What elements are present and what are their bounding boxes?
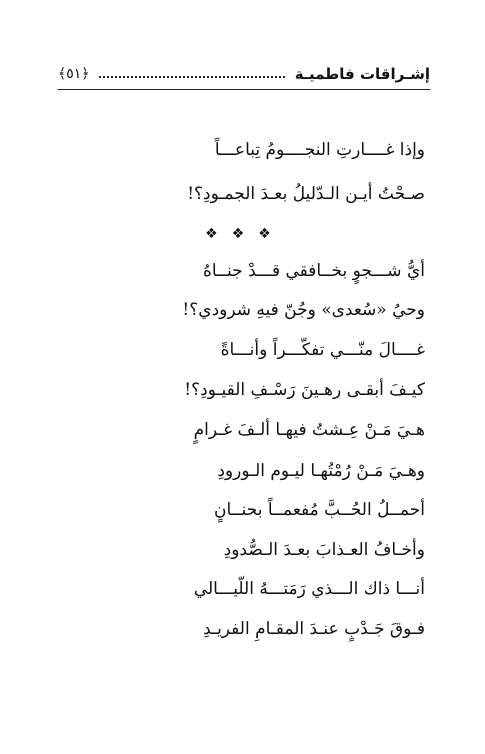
verse-line-12: فـوقَ جَـدْبٍ عنـدَ المقـامِ الفريـدِ [203,619,425,639]
verse-line-2: صـحْتُ أيـن الـدّليلُ بعـدَ الجمـودِ؟! [187,184,425,204]
verse-line-6: كيـفَ أبقـى رهـينَ رَسْـفِ القيـودِ؟! [184,380,425,400]
running-header [58,60,430,88]
verse-line-3: أيُّ شـــجوٍ بخــافقي قـــدْ جنــاهُ [202,261,425,281]
page-number: ﴿٥١﴾ [58,66,90,82]
verse-line-10: وأخـافُ العـذابَ بعـدَ الـصُّدودِ [223,540,425,560]
book-title: إشـراقات فاطميـة [294,65,430,83]
verse-line-1: وإذا غــــارتِ النجــــومُ تِباعـــاً [214,140,425,160]
verse-line-5: غــــالَ منّـــي تفكّـــراً وأنـــاةً [220,340,425,360]
verse-line-11: أنـــا ذاك الـــذي رَمَتـــهُ اللّيـــالي [193,579,425,599]
header-rule [58,89,430,90]
verse-line-9: أحمــلُ الحُــبَّ مُفعمــاً بحنــانٍ [214,500,425,520]
verse-line-8: وهـيَ مَـنْ رُمْتُهـا ليـوم الـورودِ [217,461,425,481]
stanza-separator: ❖❖❖ [205,226,285,242]
verse-line-4: وحيُ «سُعدى» وجُنّ فيهِ شرودي؟! [182,300,425,320]
header-leader-dots [99,76,284,78]
verse-line-7: هـيَ مَـنْ عِـشتُ فيهـا ألـفَ غـرامٍ [193,420,425,440]
